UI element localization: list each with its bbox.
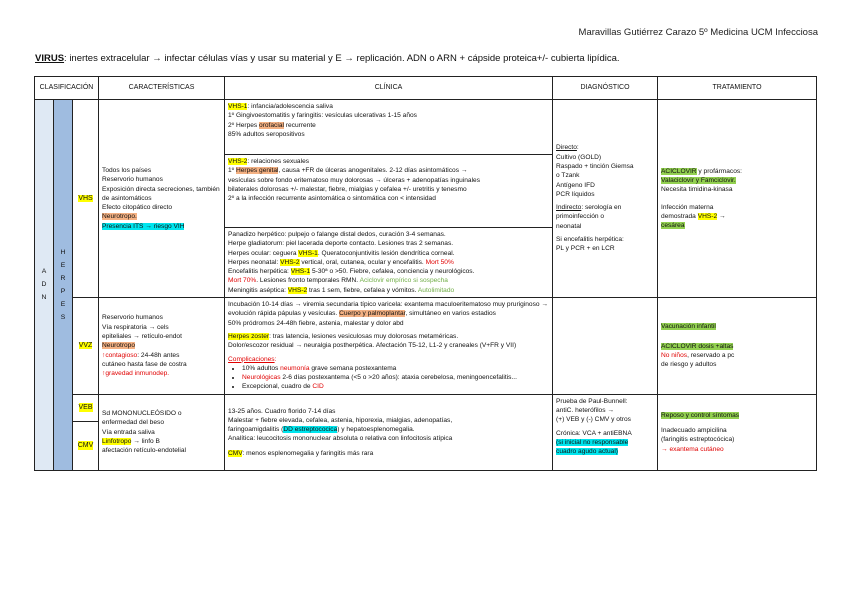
- vvz-tratamiento: Vacunación infantil ACICLOVIR dosis +altas No niños, reservado a pc de riesgo y adultos: [658, 298, 817, 395]
- vvz-diagnostico: [553, 298, 658, 395]
- header-row: [35, 77, 817, 100]
- group-adn: A D N: [35, 100, 54, 471]
- vvz-caracteristicas: Reservorio humanos Vía respiratoria → cels epiteliales → retículo-endot Neurotropo ↑contagioso: 24-48h antes cutáneo hasta fase de costra ↑gravedad inmunodep.: [99, 298, 225, 395]
- col-tratamiento: TRATAMIENTO: [658, 77, 817, 100]
- virus-veb-cmv: [73, 394, 99, 470]
- vhs-tratamiento: ACICLOVIR y profármacos: Valaciclovir y Famciclovir. Necesita timidina-kinasa Infección materna demostrada VHS-2 → cesárea: [658, 100, 817, 298]
- vhs-caracteristicas: Todos los países Reservorio humanos Exposición directa secreciones, también de asintomáticos Efecto citopático directo Neurotropo. Presencia ITS → riesgo VIH: [99, 100, 225, 298]
- vvz-complicaciones: • 10% adultos neumonía grave semana postexantema • Neurológicas 2-6 días postexantema (<5 o >20 años): ataxia cerebelosa, meningoencefalitis... • Excepcional, cuadro de CID: [228, 364, 549, 392]
- col-clinica: CLÍNICA: [225, 77, 553, 100]
- virus-table: [34, 76, 817, 471]
- intro-line: [35, 53, 620, 64]
- intro-label: VIRUS: [35, 53, 65, 64]
- veb-tratamiento: Reposo y control síntomas Inadecuado ampicilina (faringitis estreptocócica) → exantema cutáneo: [658, 394, 817, 470]
- vvz-row: [35, 298, 817, 395]
- virus-veb: VEB: [78, 404, 93, 412]
- virus-vhs: VHS: [73, 100, 99, 298]
- veb-caracteristicas: Sd MONONUCLEÓSIDO o enfermedad del beso Vía entrada saliva Linfotropo → linfo B afectación retículo-endotelial: [99, 394, 225, 470]
- vhs-otros-clinica: Panadizo herpético: pulpejo o falange distal dedos, curación 3-4 semanas. Herpe gladiatorum: piel lacerada deporte contacto. Lesiones tras 2 semanas. Herpes ocular: ceguera VHS-1. Queratoconjuntivitis lesión dendrítica corneal. Herpes neonatal: VHS-2 vertical, oral, cutanea, ocular y encefalitis. Mort 50% Encefalitis herpética: VHS-1 5-30ª o >50. Fiebre, cefalea, conciencia y neurológicos. Mort 70%. Lesiones fronto temporales RMN. Aciclovir empírico si sospecha Meningitis aséptica: VHS-2 tras 1 sem, fiebre, cefalea y vómitos. Autolimitado: [225, 228, 553, 298]
- vhs-row-1: [35, 100, 817, 155]
- veb-row: [35, 394, 817, 470]
- col-diagnostico: DIAGNÓSTICO: [553, 77, 658, 100]
- vvz-clinica: Incubación 10-14 días → viremia secundaria típico varicela: exantema maculoeritematoso muy pruriginoso → evolución rápida pápulas y vesículas. Cuerpo y palmoplantar, simultáneo en varios estadios 50% pródromos 24-48h fiebre, astenia, malestar y dolor abd Herpes zoster: tras latencia, lesiones vesiculosas muy dolorosas metaméricas. Dolor/escozor residual → neuralgia postherpética. Afectación T5-12, L1-2 y craneales (V+FR y VII) Complicaciones: • 10% adultos neumonía grave semana postexantema • Neurológicas 2-6 días postexantema (<5 o >20 años): ataxia cerebelosa, meningoencefalitis... • Excepcional, cuadro de CID: [225, 298, 553, 395]
- col-caracteristicas: CARACTERÍSTICAS: [99, 77, 225, 100]
- vhs2-clinica: VHS-2: relaciones sexuales 1º Herpes genital, causa +FR de úlceras anogenitales. 2-12 días asintomáticos → vesículas sobre fondo eritematoso muy dolorosas → úlceras + adenopatías inguinales bilaterales dolorosas +/- malestar, fiebre, mialgias y cefalea +/- uretritis y tenesmo 2º a la infección recurrente asintomática o sintomática con < intensidad: [225, 155, 553, 228]
- virus-vvz: VVZ: [73, 298, 99, 395]
- intro-text: : inertes extracelular → infectar células vías y usar su material y E → replicación. ADN o ARN + cápside proteica+/- cubierta lipídica.: [64, 53, 620, 64]
- virus-cmv: CMV: [77, 442, 94, 450]
- group-herpes: H E R P E S: [54, 100, 73, 471]
- veb-clinica: 13-25 años. Cuadro florido 7-14 días Malestar + fiebre elevada, cefalea, astenia, hiporexia, mialgias, adenopatías, faringoamigdalitis (DD estreptococica) y hepatoesplenomegalia. Analítica: leucocitosis mononuclear absoluta o relativa con linfocitosis atípica CMV: menos esplenomegalia y faringitis más rara: [225, 394, 553, 470]
- veb-diagnostico: Prueba de Paul-Bunnell: antiC. heterófilos → (+) VEB y (-) CMV y otros Crónica: VCA + antiEBNA (si inicial no responsable cuadro agudo actual): [553, 394, 658, 470]
- document-header: Maravillas Gutiérrez Carazo 5º Medicina UCM Infecciosa: [578, 27, 818, 38]
- col-clasificacion: CLASIFICACIÓN: [35, 77, 99, 100]
- vhs1-clinica: VHS-1: infancia/adolescencia saliva 1º Gingivoestomatitis y faringitis: vesículas ulcerativas 1-15 años 2º Herpes orofacial recurrente 85% adultos seropositivos: [225, 100, 553, 155]
- vhs-diagnostico: Directo: Cultivo (GOLD) Raspado + tinción Giemsa o Tzank Antígeno IFD PCR líquidos Indirecto: serología en primoinfección o neonatal Si encefalitis herpética: PL y PCR + en LCR: [553, 100, 658, 298]
